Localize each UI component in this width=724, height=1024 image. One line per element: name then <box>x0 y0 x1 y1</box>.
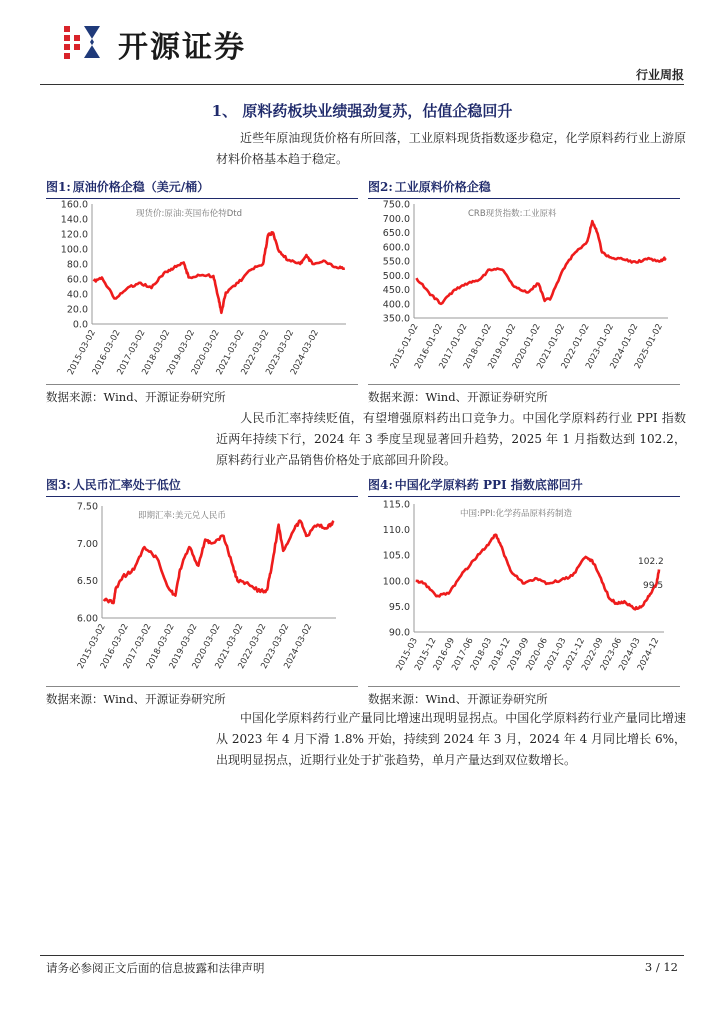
x-tick-label: 2015-03 <box>394 636 420 673</box>
figure-1-source: 数据来源：Wind、开源证券研究所 <box>46 384 358 405</box>
x-tick-label: 2016-01-02 <box>413 322 446 371</box>
y-tick-label: 100.0 <box>382 576 410 588</box>
x-tick-label: 2018-12 <box>487 636 513 673</box>
x-tick-label: 2015-12 <box>413 636 439 673</box>
report-type: 行业周报 <box>635 68 684 82</box>
y-tick-label: 105.0 <box>382 550 410 562</box>
x-tick-label: 2016-03-02 <box>98 622 131 671</box>
x-tick-label: 2025-01-02 <box>632 322 665 371</box>
y-tick-label: 650.0 <box>382 228 410 239</box>
y-tick-label: 100.0 <box>60 244 88 256</box>
y-tick-label: 20.0 <box>66 304 88 316</box>
x-tick-label: 2021-12 <box>561 636 588 673</box>
x-tick-label: 2022-09 <box>580 636 606 673</box>
x-tick-label: 2024-03-02 <box>288 328 321 377</box>
x-tick-label: 2019-09 <box>505 636 532 673</box>
y-tick-label: 90.0 <box>388 627 410 639</box>
y-tick-label: 500.0 <box>382 270 410 282</box>
y-tick-label: 60.0 <box>66 274 88 286</box>
x-tick-label: 2023-01-02 <box>584 322 617 371</box>
x-tick-label: 2017-01-02 <box>437 322 470 371</box>
figure-2-title: 图2: 工业原料价格企稳 <box>368 178 680 199</box>
x-tick-label: 2018-03-02 <box>144 622 177 671</box>
figure-4-title: 图4: 中国化学原料药 PPI 指数底部回升 <box>368 476 680 497</box>
x-tick-label: 2020-03-02 <box>190 622 223 671</box>
chart-api-ppi <box>368 496 680 684</box>
y-tick-label: 160.0 <box>60 199 88 211</box>
data-label: 99.5 <box>643 580 664 591</box>
figure-2-source: 数据来源：Wind、开源证券研究所 <box>368 384 680 405</box>
y-tick-label: 750.0 <box>382 199 410 211</box>
x-tick-label: 2021-03-02 <box>214 328 247 377</box>
y-tick-label: 700.0 <box>382 213 410 225</box>
x-tick-label: 2018-03 <box>468 636 495 673</box>
y-tick-label: 110.0 <box>382 525 410 537</box>
y-tick-label: 550.0 <box>382 256 410 268</box>
figure-4-source: 数据来源：Wind、开源证券研究所 <box>368 686 680 707</box>
x-tick-label: 2022-03-02 <box>236 622 269 671</box>
header-rule <box>40 84 684 85</box>
series-line <box>94 232 345 312</box>
series-line <box>104 521 334 604</box>
x-tick-label: 2024-03-02 <box>282 622 315 671</box>
chart-rmb-exchange-rate <box>46 496 358 684</box>
x-tick-label: 2021-03 <box>542 636 569 673</box>
series-label: 即期汇率:美元兑人民币 <box>138 511 226 521</box>
x-tick-label: 2024-12 <box>635 636 662 673</box>
x-tick-label: 2017-03-02 <box>115 328 148 377</box>
y-tick-label: 600.0 <box>382 242 410 254</box>
x-tick-label: 2015-03-02 <box>65 328 98 377</box>
y-tick-label: 6.00 <box>76 613 98 625</box>
y-tick-label: 350.0 <box>382 313 410 325</box>
chart-crude-oil <box>46 198 358 380</box>
section-title: 1、 原料药板块业绩强劲复苏，估值企稳回升 <box>211 102 513 120</box>
x-tick-label: 2018-03-02 <box>140 328 173 377</box>
x-tick-label: 2023-03-02 <box>259 622 292 671</box>
y-tick-label: 7.00 <box>76 538 98 550</box>
footer-rule <box>40 955 684 956</box>
x-tick-label: 2019-01-02 <box>486 322 519 371</box>
x-tick-label: 2016-03-02 <box>90 328 123 377</box>
y-tick-label: 6.50 <box>76 576 98 588</box>
figure-3-title: 图3: 人民币汇率处于低位 <box>46 476 358 497</box>
page-number: 3 / 12 <box>644 960 678 974</box>
y-tick-label: 400.0 <box>382 299 410 311</box>
x-tick-label: 2019-03-02 <box>167 622 200 671</box>
x-tick-label: 2017-06 <box>450 636 476 673</box>
x-tick-label: 2018-01-02 <box>461 322 494 371</box>
x-tick-label: 2016-09 <box>431 636 458 673</box>
paragraph-1: 近些年原油现货价格有所回落，工业原料现货指数逐步稳定，化学原料药行业上游原材料价格基本趋于稳定。 <box>216 131 686 166</box>
y-tick-label: 450.0 <box>382 285 410 296</box>
series-line <box>416 535 659 610</box>
x-tick-label: 2017-03-02 <box>121 622 154 671</box>
y-tick-label: 0.0 <box>72 319 88 331</box>
x-tick-label: 2019-03-02 <box>165 328 198 377</box>
data-label: 102.2 <box>638 556 664 567</box>
series-label: CRB现货指数:工业原料 <box>468 209 557 219</box>
x-tick-label: 2023-06 <box>598 636 625 673</box>
y-tick-label: 7.50 <box>76 501 98 513</box>
y-tick-label: 115.0 <box>382 499 410 511</box>
x-tick-label: 2015-03-02 <box>75 622 108 671</box>
y-tick-label: 40.0 <box>66 289 88 301</box>
paragraph-3: 中国化学原料药行业产量同比增速出现明显拐点。中国化学原料药行业产量同比增速从 2023 年 4 月下滑 1.8% 开始，持续到 2024 年 3 月，2024 年 4 月同比增长 6%，出现明显拐点，近期行业处于扩张趋势，单月产量达到双位数增长。 <box>216 711 686 767</box>
x-tick-label: 2021-03-02 <box>213 622 246 671</box>
series-label: 现货价:原油:英国布伦特Dtd <box>136 209 243 219</box>
footer-disclaimer: 请务必参阅正文后面的信息披露和法律声明 <box>46 961 265 975</box>
x-tick-label: 2022-03-02 <box>239 328 272 377</box>
series-label: 中国:PPI:化学药品原料药制造 <box>460 509 572 519</box>
x-tick-label: 2020-01-02 <box>510 322 543 371</box>
x-tick-label: 2022-01-02 <box>559 322 592 371</box>
paragraph-2: 人民币汇率持续贬值，有望增强原料药出口竞争力。中国化学原料药行业 PPI 指数近两年持续下行，2024 年 3 季度呈现显著回升趋势，2025 年 1 月指数达到 102.2，原料药行业产品销售价格处于底部回升阶段。 <box>216 411 686 467</box>
figure-1-title: 图1: 原油价格企稳（美元/桶） <box>46 178 358 199</box>
y-tick-label: 95.0 <box>388 601 410 613</box>
x-tick-label: 2023-03-02 <box>264 328 297 377</box>
logo-icon <box>60 22 104 62</box>
x-tick-label: 2024-01-02 <box>608 322 641 371</box>
x-tick-label: 2020-06 <box>524 636 550 673</box>
figure-3-source: 数据来源：Wind、开源证券研究所 <box>46 686 358 707</box>
y-tick-label: 120.0 <box>60 229 88 241</box>
chart-industrial-materials <box>368 198 680 380</box>
series-line <box>416 221 665 304</box>
y-tick-label: 80.0 <box>66 259 88 271</box>
x-tick-label: 2024-03 <box>617 636 643 673</box>
x-tick-label: 2015-01-02 <box>388 322 421 371</box>
y-tick-label: 140.0 <box>60 214 88 226</box>
x-tick-label: 2020-03-02 <box>189 328 222 377</box>
logo-text: 开源证券 <box>118 30 246 65</box>
x-tick-label: 2021-01-02 <box>535 322 568 371</box>
